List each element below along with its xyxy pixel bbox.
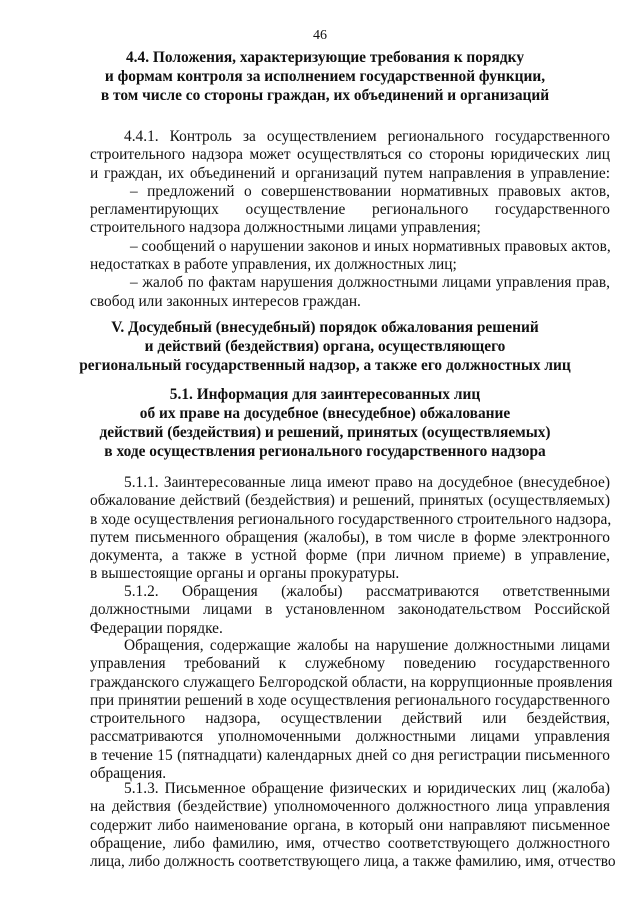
text-line: обращение, либо фамилию, имя, отчество соответствующего должностного xyxy=(90,834,610,852)
heading-line: об их праве на досудебное (внесудебное) обжалование xyxy=(139,405,511,422)
text-line: строительного надзора должностными лицами управления; xyxy=(90,219,481,237)
paragraph-5-1-3 xyxy=(90,780,616,871)
heading-line: 4.4. Положения, характеризующие требования к порядку xyxy=(125,49,525,66)
text-line: свобод или законных интересов граждан. xyxy=(90,292,361,310)
text-line: 4.4.1. Контроль за осуществлением регионального государственного xyxy=(124,128,610,145)
text-line: в ходе осуществления регионального государственного строительного надзора, xyxy=(90,510,612,528)
text-line: на действия (бездействие) уполномоченного должностного лица управления xyxy=(90,798,610,816)
paragraph-4-4-1 xyxy=(90,128,610,311)
text-line: 5.1.1. Заинтересованные лица имеют право на досудебное (внесудебное) xyxy=(124,474,610,491)
text-line: – сообщений о нарушении законов и иных нормативных правовых актов, xyxy=(130,237,611,255)
text-line: 5.1.3. Письменное обращение физических и юридических лиц (жалоба) xyxy=(124,780,610,797)
heading-line: V. Досудебный (внесудебный) порядок обжалования решений xyxy=(111,319,539,336)
heading-line: и формам контроля за исполнением государственной функции, xyxy=(104,68,546,85)
text-line: регламентирующих осуществление регионального государственного xyxy=(90,201,610,219)
paragraph-complaints xyxy=(90,637,613,783)
text-line: рассматриваются уполномоченными должностными лицами управления xyxy=(90,728,610,746)
heading-line: 5.1. Информация для заинтересованных лиц xyxy=(169,386,481,403)
text-line: 5.1.2. Обращения (жалобы) рассматриваются ответственными xyxy=(124,583,610,600)
page-number: 46 xyxy=(313,28,327,43)
text-line: обращения. xyxy=(90,765,167,783)
section-heading-5-1 xyxy=(60,385,590,461)
text-line: лица, либо должность соответствующего лица, а также фамилию, имя, отчество xyxy=(90,853,616,871)
text-line: обжалование действий (бездействия) и решений, принятых (осуществляемых) xyxy=(90,492,610,510)
text-line: в вышестоящие органы и органы прокуратуры. xyxy=(90,565,400,583)
text-line: должностными лицами в установленном законодательством Российской xyxy=(90,601,610,619)
text-line: строительного надзора, осуществлении действий или бездействия, xyxy=(90,710,610,728)
text-line: управления требований к служебному поведению государственного xyxy=(90,655,610,673)
paragraph-5-1-2 xyxy=(90,583,610,638)
text-line: недостатках в работе управления, их должностных лиц; xyxy=(90,256,457,274)
text-line: – предложений о совершенствовании нормативных правовых актов, xyxy=(130,182,610,200)
heading-line: в ходе осуществления регионального государственного надзора xyxy=(104,443,546,460)
text-line: и граждан, их объединений и организаций путем направления в управление: xyxy=(90,164,610,182)
heading-line: действий (бездействия) и решений, принятых (осуществляемых) xyxy=(99,424,551,441)
heading-line: в том числе со стороны граждан, их объединений и организаций xyxy=(100,87,550,104)
heading-line: региональный государственный надзор, а также его должностных лиц xyxy=(79,357,571,374)
text-line: в течение 15 (пятнадцати) календарных дней со дня регистрации письменного xyxy=(90,746,610,764)
text-line: документа, а также в устной форме (при личном приеме) в управление, xyxy=(90,547,610,565)
section-heading-4-4 xyxy=(60,48,590,105)
text-line: путем письменного обращения (жалобы), в том числе в форме электронного xyxy=(90,528,610,546)
text-line: Федерации порядке. xyxy=(90,619,223,637)
section-heading-v xyxy=(60,318,590,375)
text-line: при принятии решений в ходе осуществления регионального государственного xyxy=(90,691,610,709)
text-line: содержит либо наименование органа, в который они направляют письменное xyxy=(90,816,610,834)
text-line: строительного надзора может осуществляться со стороны юридических лиц xyxy=(90,146,610,164)
text-line: – жалоб по фактам нарушения должностными лицами управления прав, xyxy=(130,274,610,292)
text-line: Обращения, содержащие жалобы на нарушение должностными лицами xyxy=(124,637,610,654)
text-line: гражданского служащего Белгородской области, на коррупционные проявления xyxy=(90,673,613,691)
paragraph-5-1-1 xyxy=(90,474,610,584)
heading-line: и действий (бездействия) органа, осуществляющего xyxy=(144,338,506,355)
